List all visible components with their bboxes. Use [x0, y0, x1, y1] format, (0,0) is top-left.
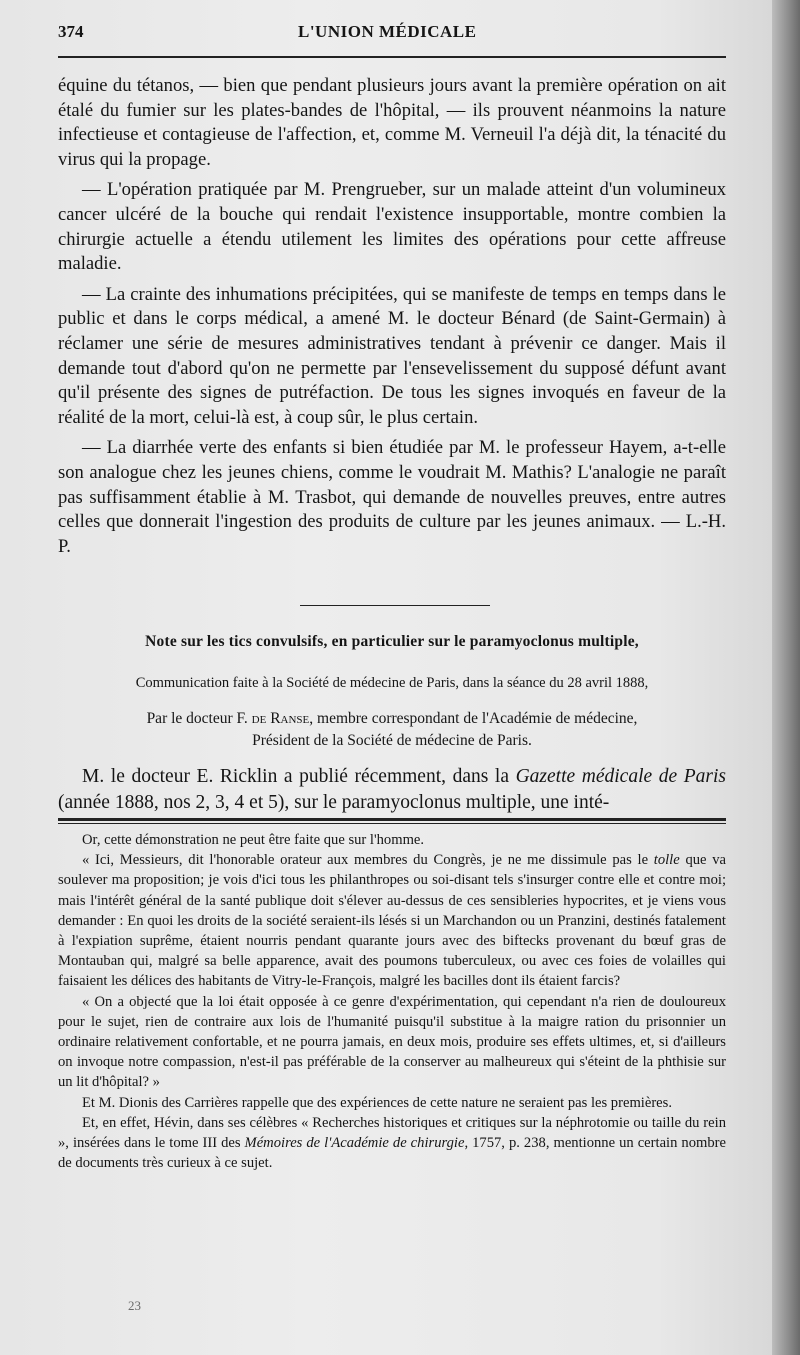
signature-mark: 23 — [128, 1298, 141, 1313]
footnote-p1: Or, cette démonstration ne peut être faite que sur l'homme. — [82, 832, 425, 848]
footnote-text — [58, 830, 726, 1173]
page-number: 374 — [58, 22, 84, 41]
author-title: Président de la Société de médecine de Paris. — [252, 732, 532, 749]
footnote-p4: Et M. Dionis des Carrières rappelle que des expériences de cette nature ne seraient pas les premières. — [82, 1094, 672, 1111]
paragraph-diarrhee: — La diarrhée verte des enfants si bien étudiée par M. le professeur Hayem, a-t-elle son analogue chez les jeunes chiens, comme le voudrait M. Mathis? L'analogie ne paraît pas suffisamment établie à M. Trasbot, qui demande de nouvelles preuves, entre autres celles que donnerait l'ingestion des produits de culture par les jeunes animaux. — L.-H. P. — [58, 437, 726, 557]
paragraph-prengrueber: — L'opération pratiquée par M. Prengrueber, sur un malade atteint d'un volumineux cancer ulcéré de la bouche qui rendait l'existence insupportable, montre combien la chirurgie actuelle a étendu utilement les limites des opérations pour cette affreuse maladie. — [58, 179, 726, 275]
note-title: Note sur les tics convulsifs, en particulier sur le paramyoclonus multiple, — [145, 633, 639, 650]
page-edge-shadow — [772, 0, 800, 1355]
footnote-p2: « Ici, Messieurs, dit l'honorable orateur aux membres du Congrès, je ne me dissimule pas le tolle que va soulever ma proposition; je vois d'ici tous les philanthropes ou soi-disant tels s'insurger contre elle et contre moi; mais l'intérêt général de la santé publique doit s'élever au-dessus de ces sensibleries hypocrites, et je viens vous demander : En quoi les droits de la société seraient-ils lésés si un Marchandon ou un Pranzini, destinés fatalement à l'expiation suprême, étaient nourris pendant quarante jours avec des biftecks provenant du bœuf gras de Montauban qui, malgré sa belle apparence, avait des poumons tuberculeux, ou avec ces foies de volailles qui faisaient les délices des habitants de Vitry-le-François, malgré les bacilles dont ils étaient farcis? — [58, 852, 726, 990]
running-title: L'UNION MÉDICALE — [298, 22, 477, 41]
author-block — [58, 708, 726, 752]
ricklin-paragraph: M. le docteur E. Ricklin a publié récemment, dans la Gazette médicale de Paris (année 1888, nos 2, 3, 4 et 5), sur le paramyoclonus multiple, une inté- — [58, 766, 726, 813]
section-divider — [300, 605, 490, 606]
footnote-separator — [58, 818, 726, 824]
footnote-p5: Et, en effet, Hévin, dans ses célèbres « Recherches historiques et critiques sur la néphrotomie ou taille du rein », insérées dans le tome III des Mémoires de l'Académie de chirurgie, 1757, p. 238, mentionne un certain nombre de documents très curieux à ce sujet. — [58, 1114, 726, 1172]
journal-title: Gazette médicale de Paris — [515, 766, 726, 787]
paragraph-inhumations: — La crainte des inhumations précipitées, qui se manifeste de temps en temps dans le public et dans le corps médical, a amené M. le docteur Bénard (de Saint-Germain) à réclamer une série de mesures administratives tendant à prévenir ce danger. Mais il demande tout d'abord qu'on ne permette par l'ensevelissement du supposé défunt avant qu'il présente des signes de putréfaction. De tous les signes invoqués en faveur de la réalité de la mort, celui-là est, à coup sûr, le plus certain. — [58, 283, 726, 428]
author-line: Par le docteur F. de Ranse, membre correspondant de l'Académie de médecine, — [146, 710, 638, 727]
paragraph-tetanos: équine du tétanos, — bien que pendant plusieurs jours avant la première opération on ait étalé du fumier sur les plates-bandes de l'hôpital, — ils prouvent néanmoins la nature infectieuse et contagieuse de l'affection, et, comme M. Verneuil l'a déjà dit, la ténacité du virus qui la propage. — [58, 75, 726, 170]
main-text — [58, 74, 726, 559]
running-header — [58, 22, 726, 58]
page-footer — [58, 1298, 726, 1320]
footnote-p3: « On a objecté que la loi était opposée à ce genre d'expérimentation, qui cependant n'a rien de douloureux pour le sujet, rien de contraire aux lois de l'humanité puisqu'il substitue à la maigre ration du prisonnier un ordinaire relativement confortable, et ne pourra jamais, en deux mois, produire ses effets ultimes, et, si d'ailleurs on invoque notre compassion, n'est-il pas préférable de la conserver au malheureux qui s'éteint de la phthisie sur un lit d'hôpital? » — [58, 993, 726, 1091]
author-name: Ranse — [270, 710, 310, 727]
communication-line: Communication faite à la Société de médecine de Paris, dans la séance du 28 avril 1888, — [135, 675, 649, 691]
